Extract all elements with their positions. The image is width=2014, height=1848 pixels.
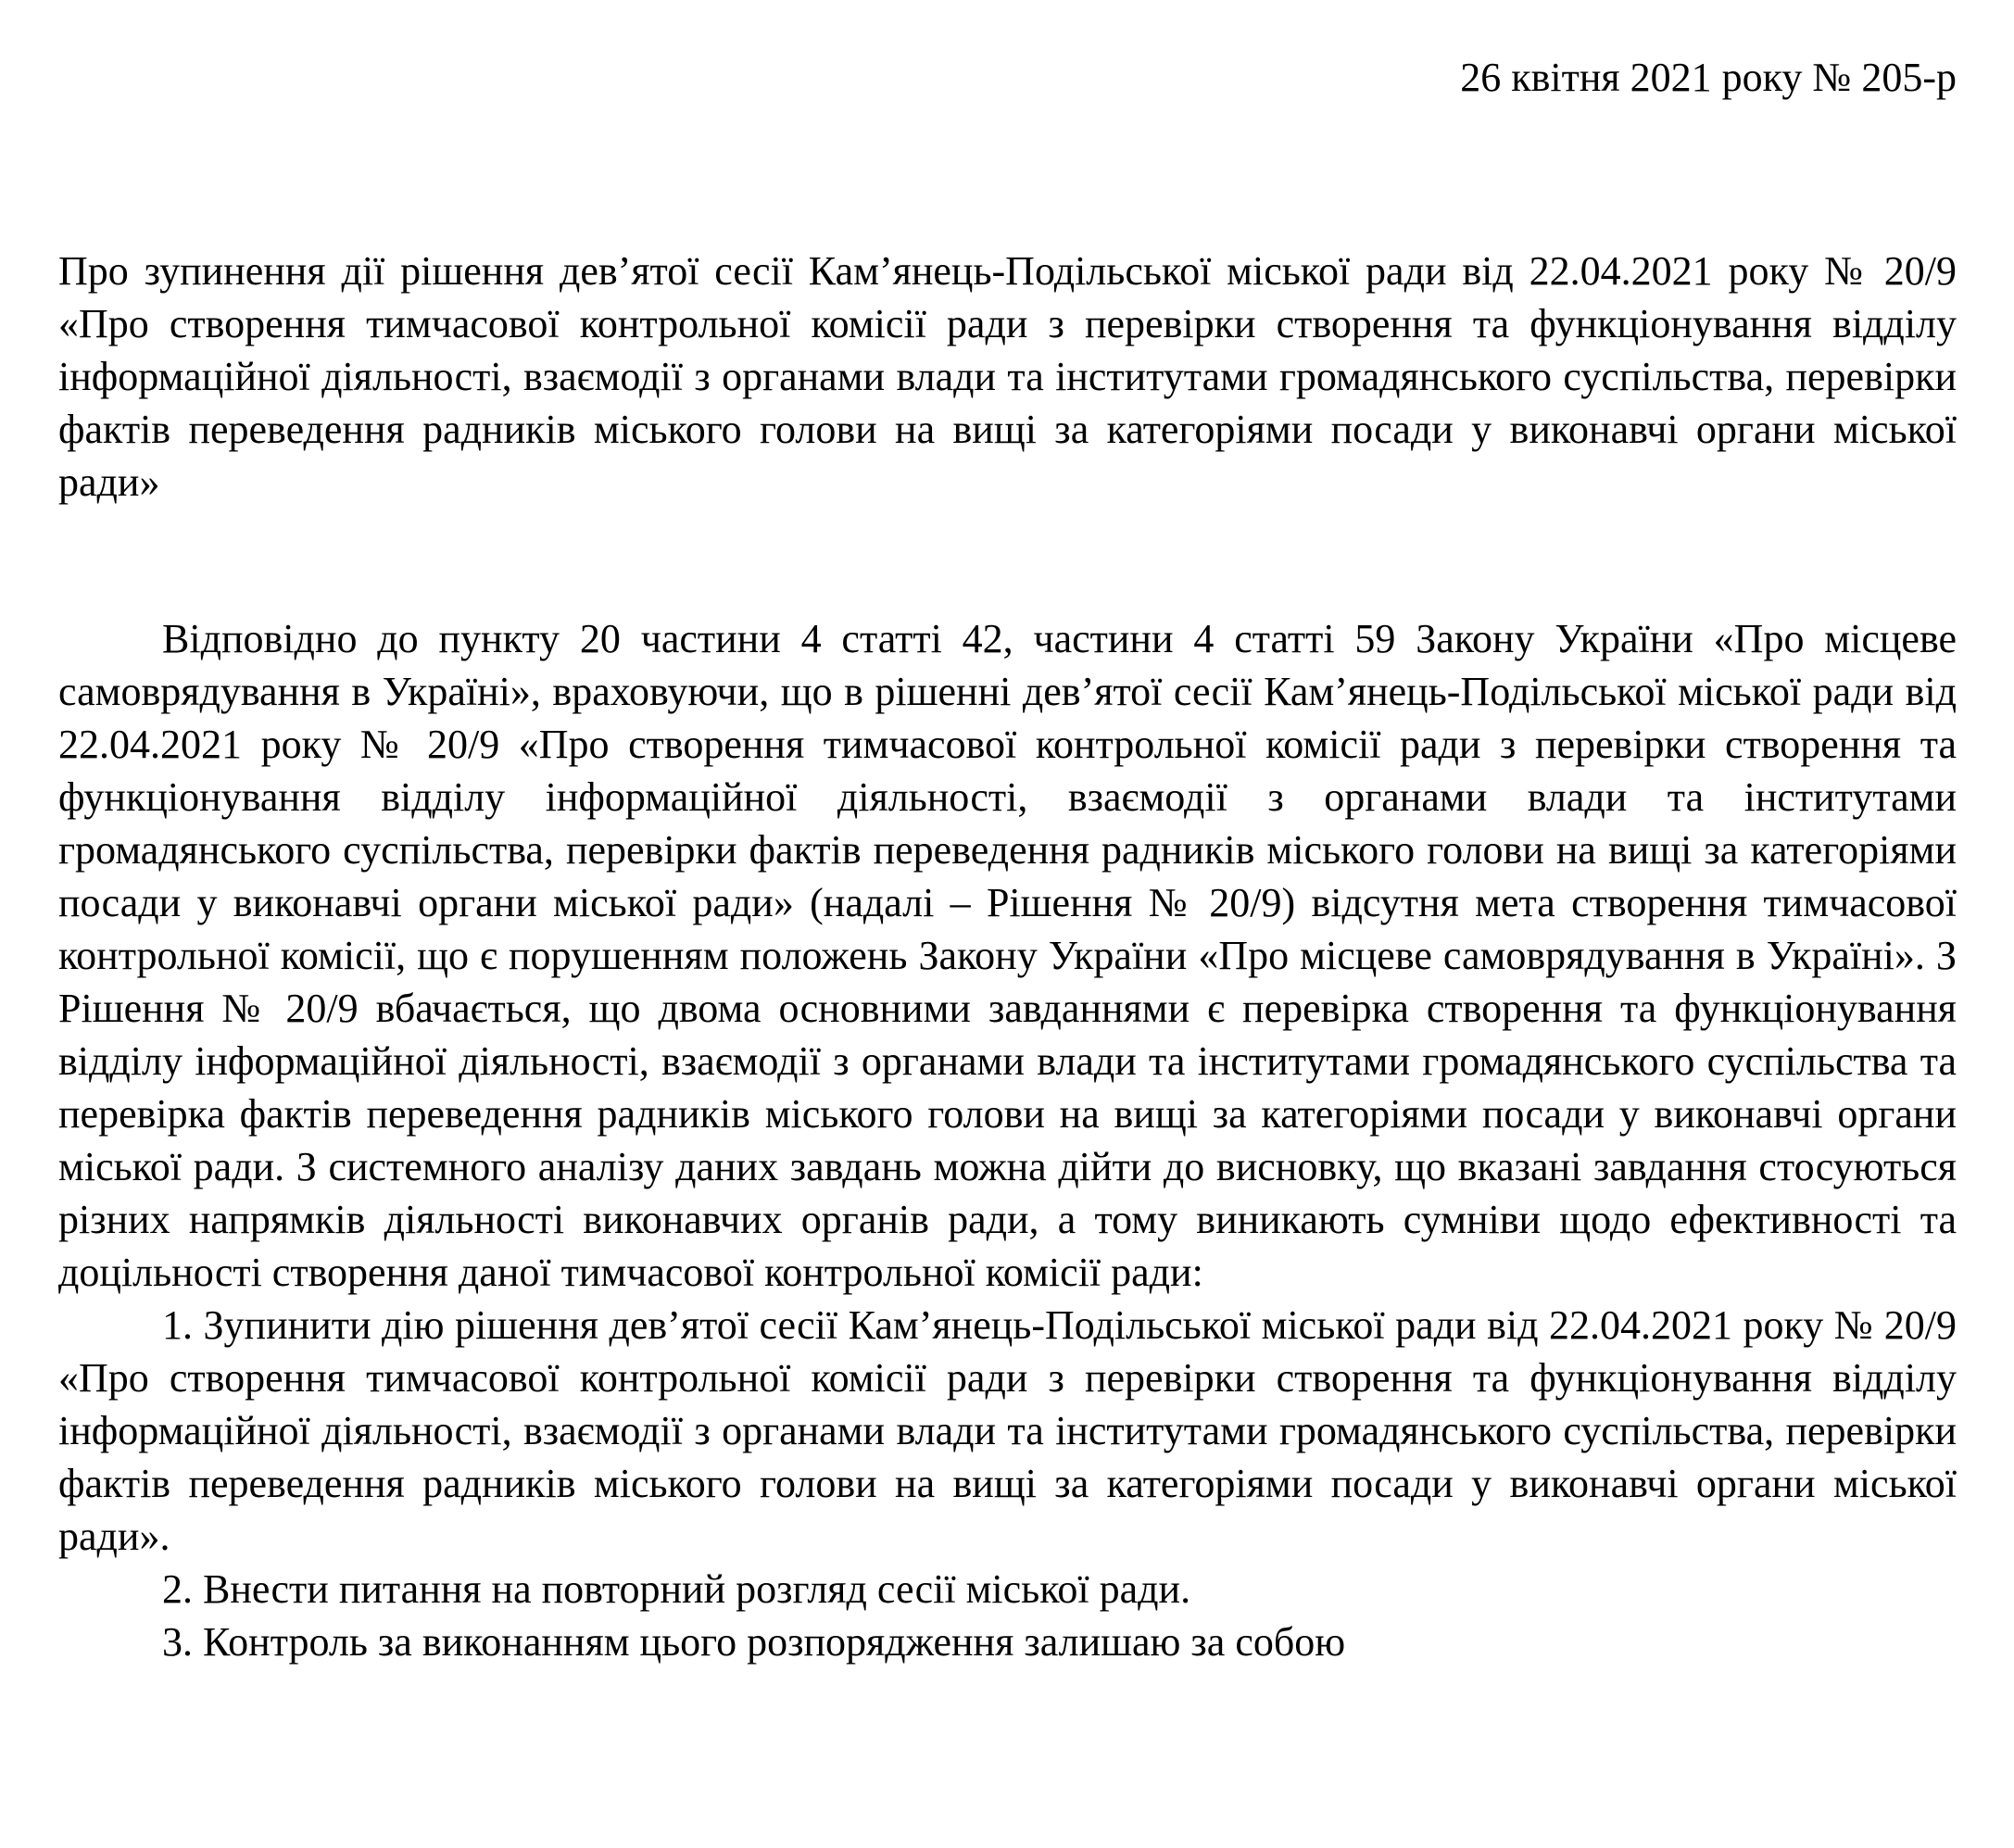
body-paragraph: Відповідно до пункту 20 частини 4 статті 42, частини 4 статті 59 Закону України «Про місцеве самоврядування в Україні», враховуючи, що в рішенні дев’ятої сесії Кам’янець-Подільської міської ради від 22.04.2021 року № 20/9 «Про створення тимчасової контрольної комісії ради з перевірки створення та функціонування відділу інформаційної діяльності, взаємодії з органами влади та інститутами громадянського суспільства, перевірки фактів переведення радників міського голови на вищі за категоріями посади у виконавчі органи міської ради» (надалі – Рішення № 20/9) відсутня мета створення тимчасової контрольної комісії, що є порушенням положень Закону України «Про місцеве самоврядування в Україні». З Рішення № 20/9 вбачається, що двома основними завданнями є перевірка створення та функціонування відділу інформаційної діяльності, взаємодії з органами влади та інститутами громадянського суспільства та перевірка фактів переведення радників міського голови на вищі за категоріями посади у виконавчі органи міської ради. З системного аналізу даних завдань можна дійти до висновку, що вказані завдання стосуються різних напрямків діяльності виконавчих органів ради, а тому виникають сумніви щодо ефективності та доцільності створення даної тимчасової контрольної комісії ради: [58,616,1957,1295]
date-number-line: 26 квітня 2021 року № 205-р [1460,55,1957,100]
list-item-3: 3. Контроль за виконанням цього розпорядження залишаю за собою [162,1619,1346,1665]
list-item-1: 1. Зупинити дію рішення дев’ятої сесії Кам’янець-Подільської міської ради від 22.04.2021 року № 20/9 «Про створення тимчасової контрольної комісії ради з перевірки створення та функціонування відділу інформаційної діяльності, взаємодії з органами влади та інститутами громадянського суспільства, перевірки фактів переведення радників міського голови на вищі за категоріями посади у виконавчі органи міської ради». [58,1302,1957,1559]
list-item-2: 2. Внести питання на повторний розгляд сесії міської ради. [162,1566,1191,1612]
subject-paragraph: Про зупинення дії рішення дев’ятої сесії Кам’янець-Подільської міської ради від 22.04.2021 року № 20/9 «Про створення тимчасової контрольної комісії ради з перевірки створення та функціонування відділу інформаційної діяльності, взаємодії з органами влади та інститутами громадянського суспільства, перевірки фактів переведення радників міського голови на вищі за категоріями посади у виконавчі органи міської ради» [58,248,1957,505]
